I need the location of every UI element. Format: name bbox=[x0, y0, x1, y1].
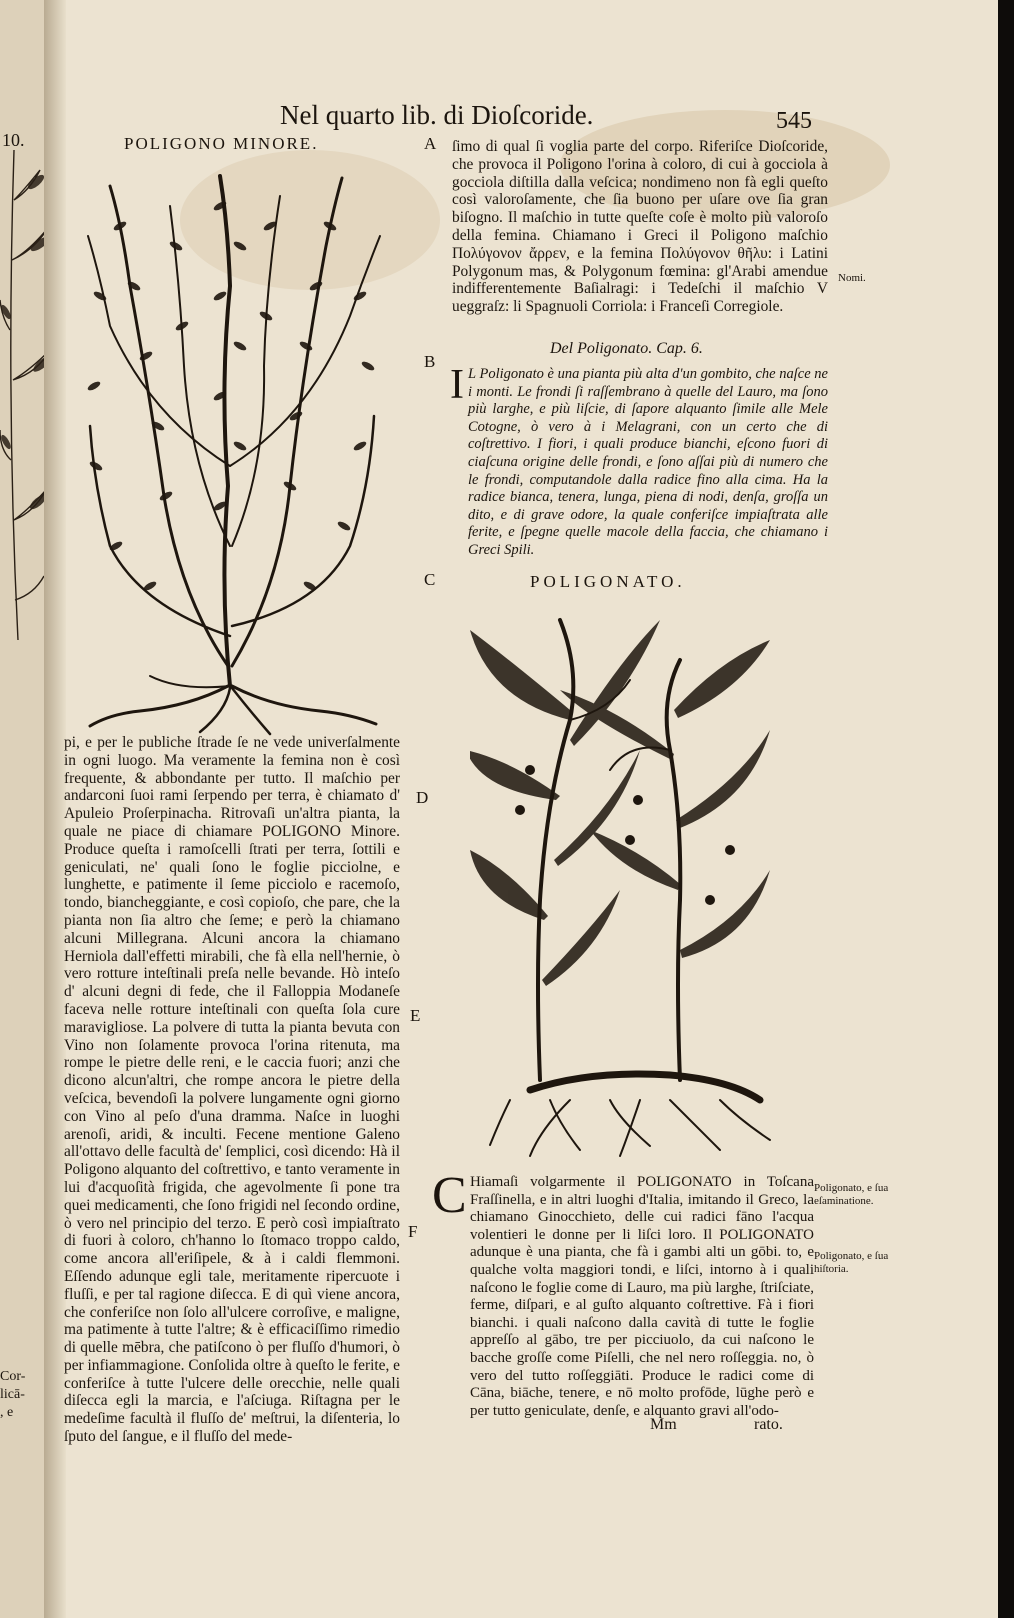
figure-title-poligonato: POLIGONATO. bbox=[530, 572, 686, 591]
chapter-text: L Poligonato è una pianta più alta d'un gombito, che naſce ne i monti. Le frondi ſi raſſembrano à quelle del Lauro, ma ſono più larghe, e più liſcie, di ſapore alquanto ſimile alle Mele Cotogne, ò vero à i Melagrani, con un certo che di coſtrettivo. I fiori, i quali produce bianchi, eſcono fuori di ciaſcuna origine delle frondi, e ſono aſſai più di numero che le frondi, computandole dalla radice fino alla cima. Ha la radice bianca, tenera, lunga, piena di nodi, denſa, groſſa un dito, e di grave odore, la quale conferiſce impiaſtrata alle ferite, e ſpegne quelle macole della faccia, che chiamano i Greci Spili. bbox=[468, 366, 828, 558]
left-page-margin-note bbox=[0, 1368, 25, 1422]
margin-letter-d: D bbox=[416, 788, 429, 807]
side-note-poligonato-examination: Poligonato, e ſua eſaminatione. bbox=[814, 1182, 889, 1207]
left-column-text: pi, e per le publiche ſtrade ſe ne vede univerſalmente in ogni luogo. Ma veramente la femina non è così frequente, & abbondante per tutto. Il maſchio per andarconi ſuoi rami ſerpendo per terra, è chiamato d' Apuleio Proſerpinacha. Ritrovaſi un'altra pianta, la quale ne piace di chiamare POLIGONO Minore. Produce queſta i ramoſcelli ſtrati per terra, ſottili e geniculati, ne' quali ſono le foglie picciolne, e lunghette, e patimente il ſeme picciolo e racemoſo, tondo, biancheggiante, e così copioſo, che pare, che la pianta non ſia altro che ſeme; e però la chiamano alcuni Millegrana. Alcuni ancora la chiamano Herniola dall'effetti mirabili, che fà ella nell'hernie, ò vero rotture inteſtinali preſa nelle bevande. Hò inteſo d' alcuni degni di fede, che il Falloppia Modaneſe faceva nelle rotture inteſtinali con queſta ſola cure maravigliose. La polvere di tutta la pianta bevuta con Vino non ſolamente provoca l'orina ritenuta, ma rompe le pietre delle reni, e le caccia fuori; anzi che dicono alcun'altri, che rompe ancora le pietre della veſcica, bevendoſi la polvere lungamente ogni giorno con Vino al peſo d'una dramma. Naſce in luoghi arenoſi, aridi, & inculti. Fecene mentione Galeno all'ottavo delle facultà de' ſemplici, così dicendo: Hà il Poligono alquanto del coſtrettivo, e tanto veramente in lui d'acquoſità frigida, che agevolmente ſi pone tra quei medicamenti, che ſono frigidi nel ſecondo ordine, ò vero nel principio del terzo. E però così impiaſtrato di fuori à coloro, ch'hanno lo ſtomaco troppo caldo, come ancora all'eriſipele, & à i caldi flemmoni. Eſſendo adunque egli tale, meritamente ripercuote i fluſſi, e per tal ragione diſecca. E di quì viene ancora, che conferiſce non ſolo all'ulcere corroſive, e maligne, ma patimente à tutte l'altre; & è efficaciſſimo rimedio di quelle mēbra, che patiſcono ò per fluſſo d'humori, ò per infiammagione. Conſolida oltre à queſto le ferite, e conferiſce à tutte l'ulcere delle orecchie, nelle quali diſecca egli la marcia, e l'aſciuga. Riſtagna per le medeſime facultà il fluſſo de' meſtrui, la diſenteria, lo ſputo del ſangue, e il fluſſo del mede- bbox=[64, 734, 400, 1446]
side-note-nomi: Nomi. bbox=[838, 272, 866, 284]
poligono-minore-illustration bbox=[80, 166, 390, 736]
book-gutter bbox=[44, 0, 66, 1618]
page-number: 545 bbox=[776, 108, 812, 134]
bottom-drop-initial: C bbox=[432, 1167, 467, 1224]
figure-title-poligono-minore: POLIGONO MINORE. bbox=[124, 134, 319, 153]
chapter-drop-initial: I bbox=[450, 362, 464, 408]
page-edge-shadow bbox=[998, 0, 1014, 1618]
margin-letter-a: A bbox=[424, 134, 437, 153]
poligonato-woodcut bbox=[470, 600, 780, 1160]
poligonato-illustration bbox=[470, 600, 780, 1160]
signature-mark: Mm bbox=[650, 1416, 677, 1433]
left-margin-line-2: licā- bbox=[0, 1387, 25, 1402]
margin-letter-f: F bbox=[408, 1222, 418, 1241]
right-column-top-text: ſimo di qual ſi voglia parte del corpo. Riferiſce Dioſcoride, che provoca il Poligono l'orina à coloro, di cui à gocciola à gocciola diſtilla dalla veſcica; nondimeno non fà egli queſto così valoroſamente, che ſia buono per uſare ove ſia gran biſogno. Il maſchio in tutte queſte coſe è molto più valoroſo della femina. Chiamano i Greci il Poligono maſchio Πολύγονον ἄρρεν, e la femina Πολύγονον θῆλυ: i Latini Polygonum mas, & Polygonum fœmina: gl'Arabi amendue indifferentemente Baſialragi: i Tedeſchi il maſchio V ueggraſz: li Spagnuoli Corriola: i Franceſi Corregiole. bbox=[452, 138, 828, 316]
left-margin-line-1: Cor- bbox=[0, 1369, 26, 1384]
margin-letter-b: B bbox=[424, 352, 436, 371]
chapter-title: Del Poligonato. Cap. 6. bbox=[550, 340, 703, 357]
catchword: rato. bbox=[754, 1416, 783, 1433]
margin-letter-e: E bbox=[410, 1006, 421, 1025]
side-note-poligonato-history: Poligonato, e ſua hiſtoria. bbox=[814, 1250, 889, 1275]
left-page-number: 10. bbox=[2, 130, 25, 150]
running-head: Nel quarto lib. di Dioſcoride. bbox=[280, 100, 594, 130]
poligono-minore-woodcut bbox=[80, 166, 390, 736]
margin-letter-c: C bbox=[424, 570, 436, 589]
left-margin-line-3: , e bbox=[0, 1405, 14, 1420]
right-column-bottom-text: Hiamaſi volgarmente il POLIGONATO in Toſcana Fraſſinella, e in altri luoghi d'Italia, imitando il Greco, la chiamano Ginocchieto, delle cui radici fāno l'acqua volentieri le donne per li liſci loro. Il POLIGONATO adunque è una pianta, che fà i gambi alti un gōbi. to, e qualche volta maggiori tondi, e liſci, intorno à i quali naſcono le foglie come di Lauro, ma più larghe, ſtriſciate, ferme, diſpari, e al guſto alquanto coſtrettive. Fà i fiori bianchi. i quali naſcono dalla cavità di tutte le foglie appreſſo al gābo, tre per picciuolo, da cui naſcono le bacche groſſe come Piſelli, che nel nero roſſeggia. no, ò vero del tutto roſſeggiāti. Produce le radici come di Cāna, biāche, tenere, e nō molto profōde, lūghe però e per tutto geniculate, denſe, e alquanto gravi all'odo- bbox=[470, 1174, 814, 1419]
